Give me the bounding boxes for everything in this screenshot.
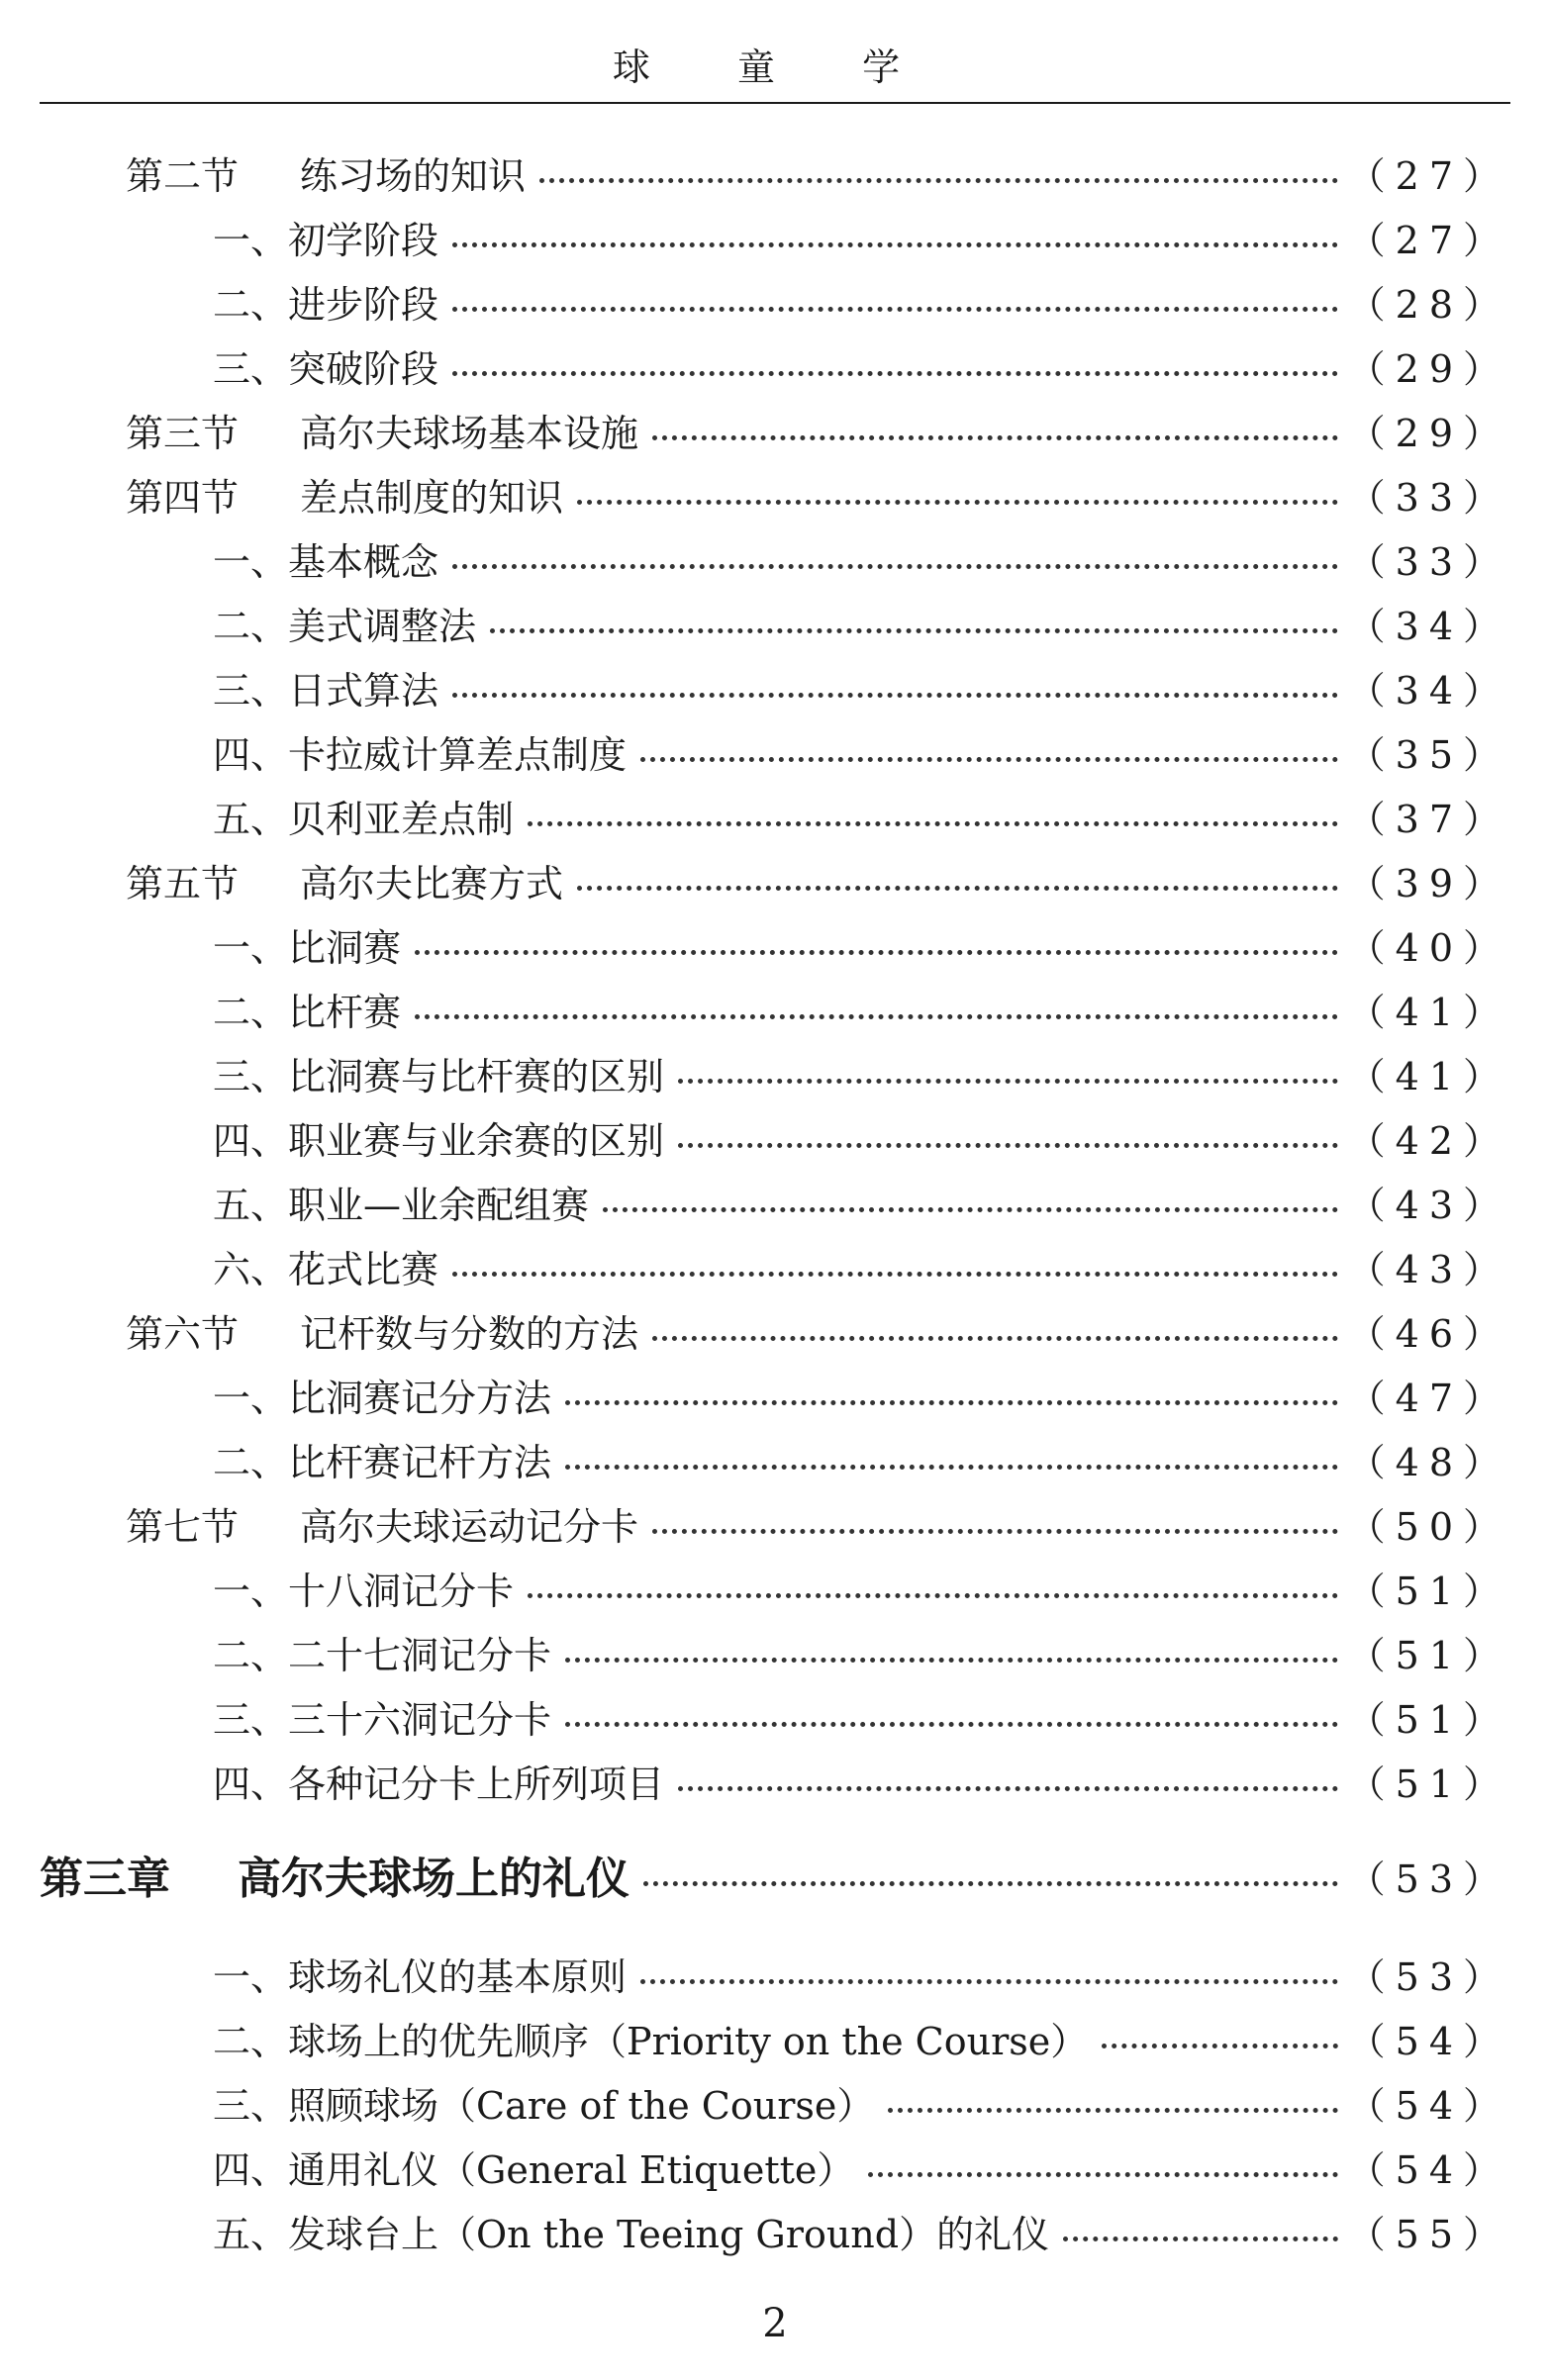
toc-entry-title: 十八洞记分卡: [288, 1570, 515, 1613]
dot-leader: [643, 1881, 1338, 1886]
toc-entry-page: （53）: [1347, 1955, 1510, 1999]
toc-entry-page: （43）: [1347, 1184, 1510, 1227]
toc-entry-title: 日式算法: [288, 669, 439, 713]
toc-entry-title: 照顾球场（Care of the Course）: [288, 2084, 875, 2128]
toc-entry-number: 四、: [213, 733, 289, 777]
dot-leader: [603, 1207, 1338, 1212]
dot-leader: [490, 628, 1338, 633]
toc-entry-number: 三、: [213, 347, 289, 391]
toc-entry-number: 二、: [213, 991, 289, 1034]
toc-entry-page: （54）: [1347, 2020, 1510, 2063]
toc-entry-title: 练习场的知识: [300, 154, 527, 198]
toc-entry-page: （33）: [1347, 540, 1510, 584]
toc-entry-title: 美式调整法: [288, 605, 477, 648]
toc-entry-number: 第二节: [126, 154, 240, 198]
toc-entry-title: 发球台上（On the Teeing Ground）的礼仪: [288, 2213, 1050, 2256]
toc-entry-item: [213, 1367, 1510, 1430]
dot-leader: [415, 1014, 1338, 1019]
toc-entry-title: 通用礼仪（General Etiquette）: [288, 2148, 855, 2192]
toc-entry-page: （29）: [1347, 347, 1510, 391]
toc-entry-title: 球场礼仪的基本原则: [288, 1955, 628, 1999]
toc-entry-item: [213, 1753, 1510, 1816]
toc-entry-number: 第五节: [126, 862, 240, 905]
toc-entry-section: [126, 466, 1510, 529]
toc-entry-item: [213, 2139, 1510, 2202]
dot-leader: [539, 178, 1338, 183]
toc-entry-page: （28）: [1347, 283, 1510, 327]
toc-entry-item: [213, 595, 1510, 658]
dot-leader: [640, 1979, 1338, 1984]
toc-entry-number: 五、: [213, 1184, 289, 1227]
toc-entry-page: （34）: [1347, 605, 1510, 648]
toc-entry-number: 三、: [213, 2084, 289, 2128]
toc-entry-page: （42）: [1347, 1119, 1510, 1163]
toc-entry-number: 五、: [213, 798, 289, 841]
toc-entry-number: 一、: [213, 1570, 289, 1613]
toc-entry-item: [213, 1431, 1510, 1494]
dot-leader: [565, 1465, 1338, 1470]
dot-leader: [678, 1786, 1338, 1791]
toc-entry-item: [213, 659, 1510, 722]
dot-leader: [652, 1336, 1338, 1341]
toc-entry-title: 三十六洞记分卡: [288, 1698, 552, 1742]
toc-entry-number: 四、: [213, 1762, 289, 1806]
toc-entry-number: 一、: [213, 219, 289, 262]
dot-leader: [415, 950, 1338, 955]
toc-entry-page: （34）: [1347, 669, 1510, 713]
toc-entry-number: 二、: [213, 2020, 289, 2063]
toc-entry-title: 记杆数与分数的方法: [300, 1312, 639, 1356]
dot-leader: [640, 757, 1338, 762]
toc-entry-number: 第四节: [126, 476, 240, 520]
toc-entry-page: （51）: [1347, 1570, 1510, 1613]
toc-entry-number: 五、: [213, 2213, 289, 2256]
toc-entry-item: [213, 1688, 1510, 1752]
toc-entry-number: 第七节: [126, 1505, 240, 1549]
toc-entry-page: （43）: [1347, 1248, 1510, 1291]
dot-leader: [868, 2172, 1337, 2177]
toc-entry-number: 二、: [213, 1634, 289, 1677]
toc-entry-page: （48）: [1347, 1441, 1510, 1484]
toc-entry-item: [213, 723, 1510, 787]
toc-entry-section: [126, 402, 1510, 465]
toc-entry-number: 三、: [213, 1698, 289, 1742]
toc-entry-number: 二、: [213, 1441, 289, 1484]
toc-entry-title: 比洞赛: [288, 926, 402, 970]
toc-entry-page: （29）: [1347, 412, 1510, 455]
toc-entry-number: 一、: [213, 1955, 289, 1999]
toc-entry-title: 进步阶段: [288, 283, 439, 327]
toc-entry-page: （50）: [1347, 1505, 1510, 1549]
toc-entry-title: 比杆赛: [288, 991, 402, 1034]
toc-entry-chapter: [40, 1845, 1510, 1914]
dot-leader: [1102, 2044, 1337, 2048]
toc-entry-title: 比杆赛记杆方法: [288, 1441, 552, 1484]
toc-entry-title: 卡拉威计算差点制度: [288, 733, 628, 777]
toc-entry-number: 一、: [213, 1377, 289, 1420]
toc-entry-number: 一、: [213, 926, 289, 970]
toc-entry-page: （27）: [1347, 219, 1510, 262]
toc-entry-number: 四、: [213, 1119, 289, 1163]
toc-entry-section: [126, 1495, 1510, 1559]
toc-entry-item: [213, 1109, 1510, 1173]
dot-leader: [528, 821, 1338, 826]
toc-entry-page: （37）: [1347, 798, 1510, 841]
toc-entry-item: [213, 1560, 1510, 1623]
toc-entry-title: 花式比赛: [288, 1248, 439, 1291]
dot-leader: [652, 435, 1338, 440]
toc-entry-page: （51）: [1347, 1698, 1510, 1742]
toc-entry-title: 高尔夫球场基本设施: [300, 412, 639, 455]
dot-leader: [678, 1143, 1338, 1148]
dot-leader: [565, 1722, 1338, 1727]
dot-leader: [565, 1400, 1338, 1405]
toc-entry-section: [126, 144, 1510, 208]
toc-entry-title: 贝利亚差点制: [288, 798, 515, 841]
dot-leader: [452, 693, 1338, 698]
toc-entry-number: 一、: [213, 540, 289, 584]
toc-entry-item: [213, 209, 1510, 272]
toc-entry-page: （41）: [1347, 991, 1510, 1034]
toc-entry-item: [213, 273, 1510, 336]
toc-entry-title: 职业赛与业余赛的区别: [288, 1119, 665, 1163]
running-header: 球 童 学: [612, 46, 938, 89]
dot-leader: [452, 307, 1338, 312]
toc-entry-title: 职业—业余配组赛: [288, 1184, 590, 1227]
toc-entry-title: 二十七洞记分卡: [288, 1634, 552, 1677]
toc-entry-title: 各种记分卡上所列项目: [288, 1762, 665, 1806]
toc-entry-page: （40）: [1347, 926, 1510, 970]
toc-entry-item: [213, 1238, 1510, 1301]
dot-leader: [452, 371, 1338, 376]
toc-entry-item: [213, 916, 1510, 980]
dot-leader: [577, 886, 1338, 891]
toc-entry-title: 高尔夫球场上的礼仪: [238, 1854, 630, 1904]
toc-entry-title: 差点制度的知识: [300, 476, 564, 520]
toc-entry-number: 四、: [213, 2148, 289, 2192]
toc-entry-page: （35）: [1347, 733, 1510, 777]
toc-entry-number: 第三章: [40, 1854, 170, 1904]
toc-entry-page: （53）: [1347, 1857, 1510, 1901]
toc-entry-item: [213, 337, 1510, 401]
toc-entry-title: 基本概念: [288, 540, 439, 584]
toc-entry-section: [126, 852, 1510, 915]
dot-leader: [528, 1593, 1338, 1598]
dot-leader: [452, 564, 1338, 569]
toc-entry-title: 比洞赛与比杆赛的区别: [288, 1055, 665, 1098]
toc-entry-item: [213, 788, 1510, 851]
toc-entry-page: （51）: [1347, 1762, 1510, 1806]
toc-entry-number: 第六节: [126, 1312, 240, 1356]
dot-leader: [452, 242, 1338, 247]
toc-entry-number: 三、: [213, 669, 289, 713]
toc-entry-item: [213, 1624, 1510, 1687]
toc-entry-section: [126, 1302, 1510, 1366]
toc-entry-title: 球场上的优先顺序（Priority on the Course）: [288, 2020, 1089, 2063]
dot-leader: [652, 1529, 1338, 1534]
toc-entry-title: 高尔夫球运动记分卡: [300, 1505, 639, 1549]
toc-entry-item: [213, 2010, 1510, 2073]
toc-entry-item: [213, 1946, 1510, 2009]
toc-entry-title: 初学阶段: [288, 219, 439, 262]
toc-entry-number: 二、: [213, 283, 289, 327]
toc-entry-item: [213, 530, 1510, 594]
toc-entry-number: 二、: [213, 605, 289, 648]
dot-leader: [678, 1079, 1338, 1084]
toc-entry-page: （47）: [1347, 1377, 1510, 1420]
page-number: 2: [762, 2301, 788, 2346]
dot-leader: [565, 1658, 1338, 1663]
toc-entry-item: [213, 1174, 1510, 1237]
toc-entry-title: 突破阶段: [288, 347, 439, 391]
toc-entry-title: 高尔夫比赛方式: [300, 862, 564, 905]
toc-entry-item: [213, 1045, 1510, 1108]
dot-leader: [1063, 2237, 1338, 2241]
toc-entry-number: 六、: [213, 1248, 289, 1291]
dot-leader: [577, 500, 1338, 505]
dot-leader: [452, 1272, 1338, 1277]
toc-entry-page: （39）: [1347, 862, 1510, 905]
toc-entry-page: （54）: [1347, 2148, 1510, 2192]
toc-entry-number: 三、: [213, 1055, 289, 1098]
toc-entry-item: [213, 981, 1510, 1044]
toc-entry-page: （55）: [1347, 2213, 1510, 2256]
toc-entry-page: （27）: [1347, 154, 1510, 198]
toc-entry-page: （46）: [1347, 1312, 1510, 1356]
toc-entry-item: [213, 2203, 1510, 2266]
dot-leader: [888, 2108, 1337, 2113]
toc-entry-page: （41）: [1347, 1055, 1510, 1098]
toc-entry-page: （51）: [1347, 1634, 1510, 1677]
toc-entry-number: 第三节: [126, 412, 240, 455]
toc-entry-page: （33）: [1347, 476, 1510, 520]
toc-entry-item: [213, 2074, 1510, 2138]
toc-entry-page: （54）: [1347, 2084, 1510, 2128]
toc-entry-title: 比洞赛记分方法: [288, 1377, 552, 1420]
